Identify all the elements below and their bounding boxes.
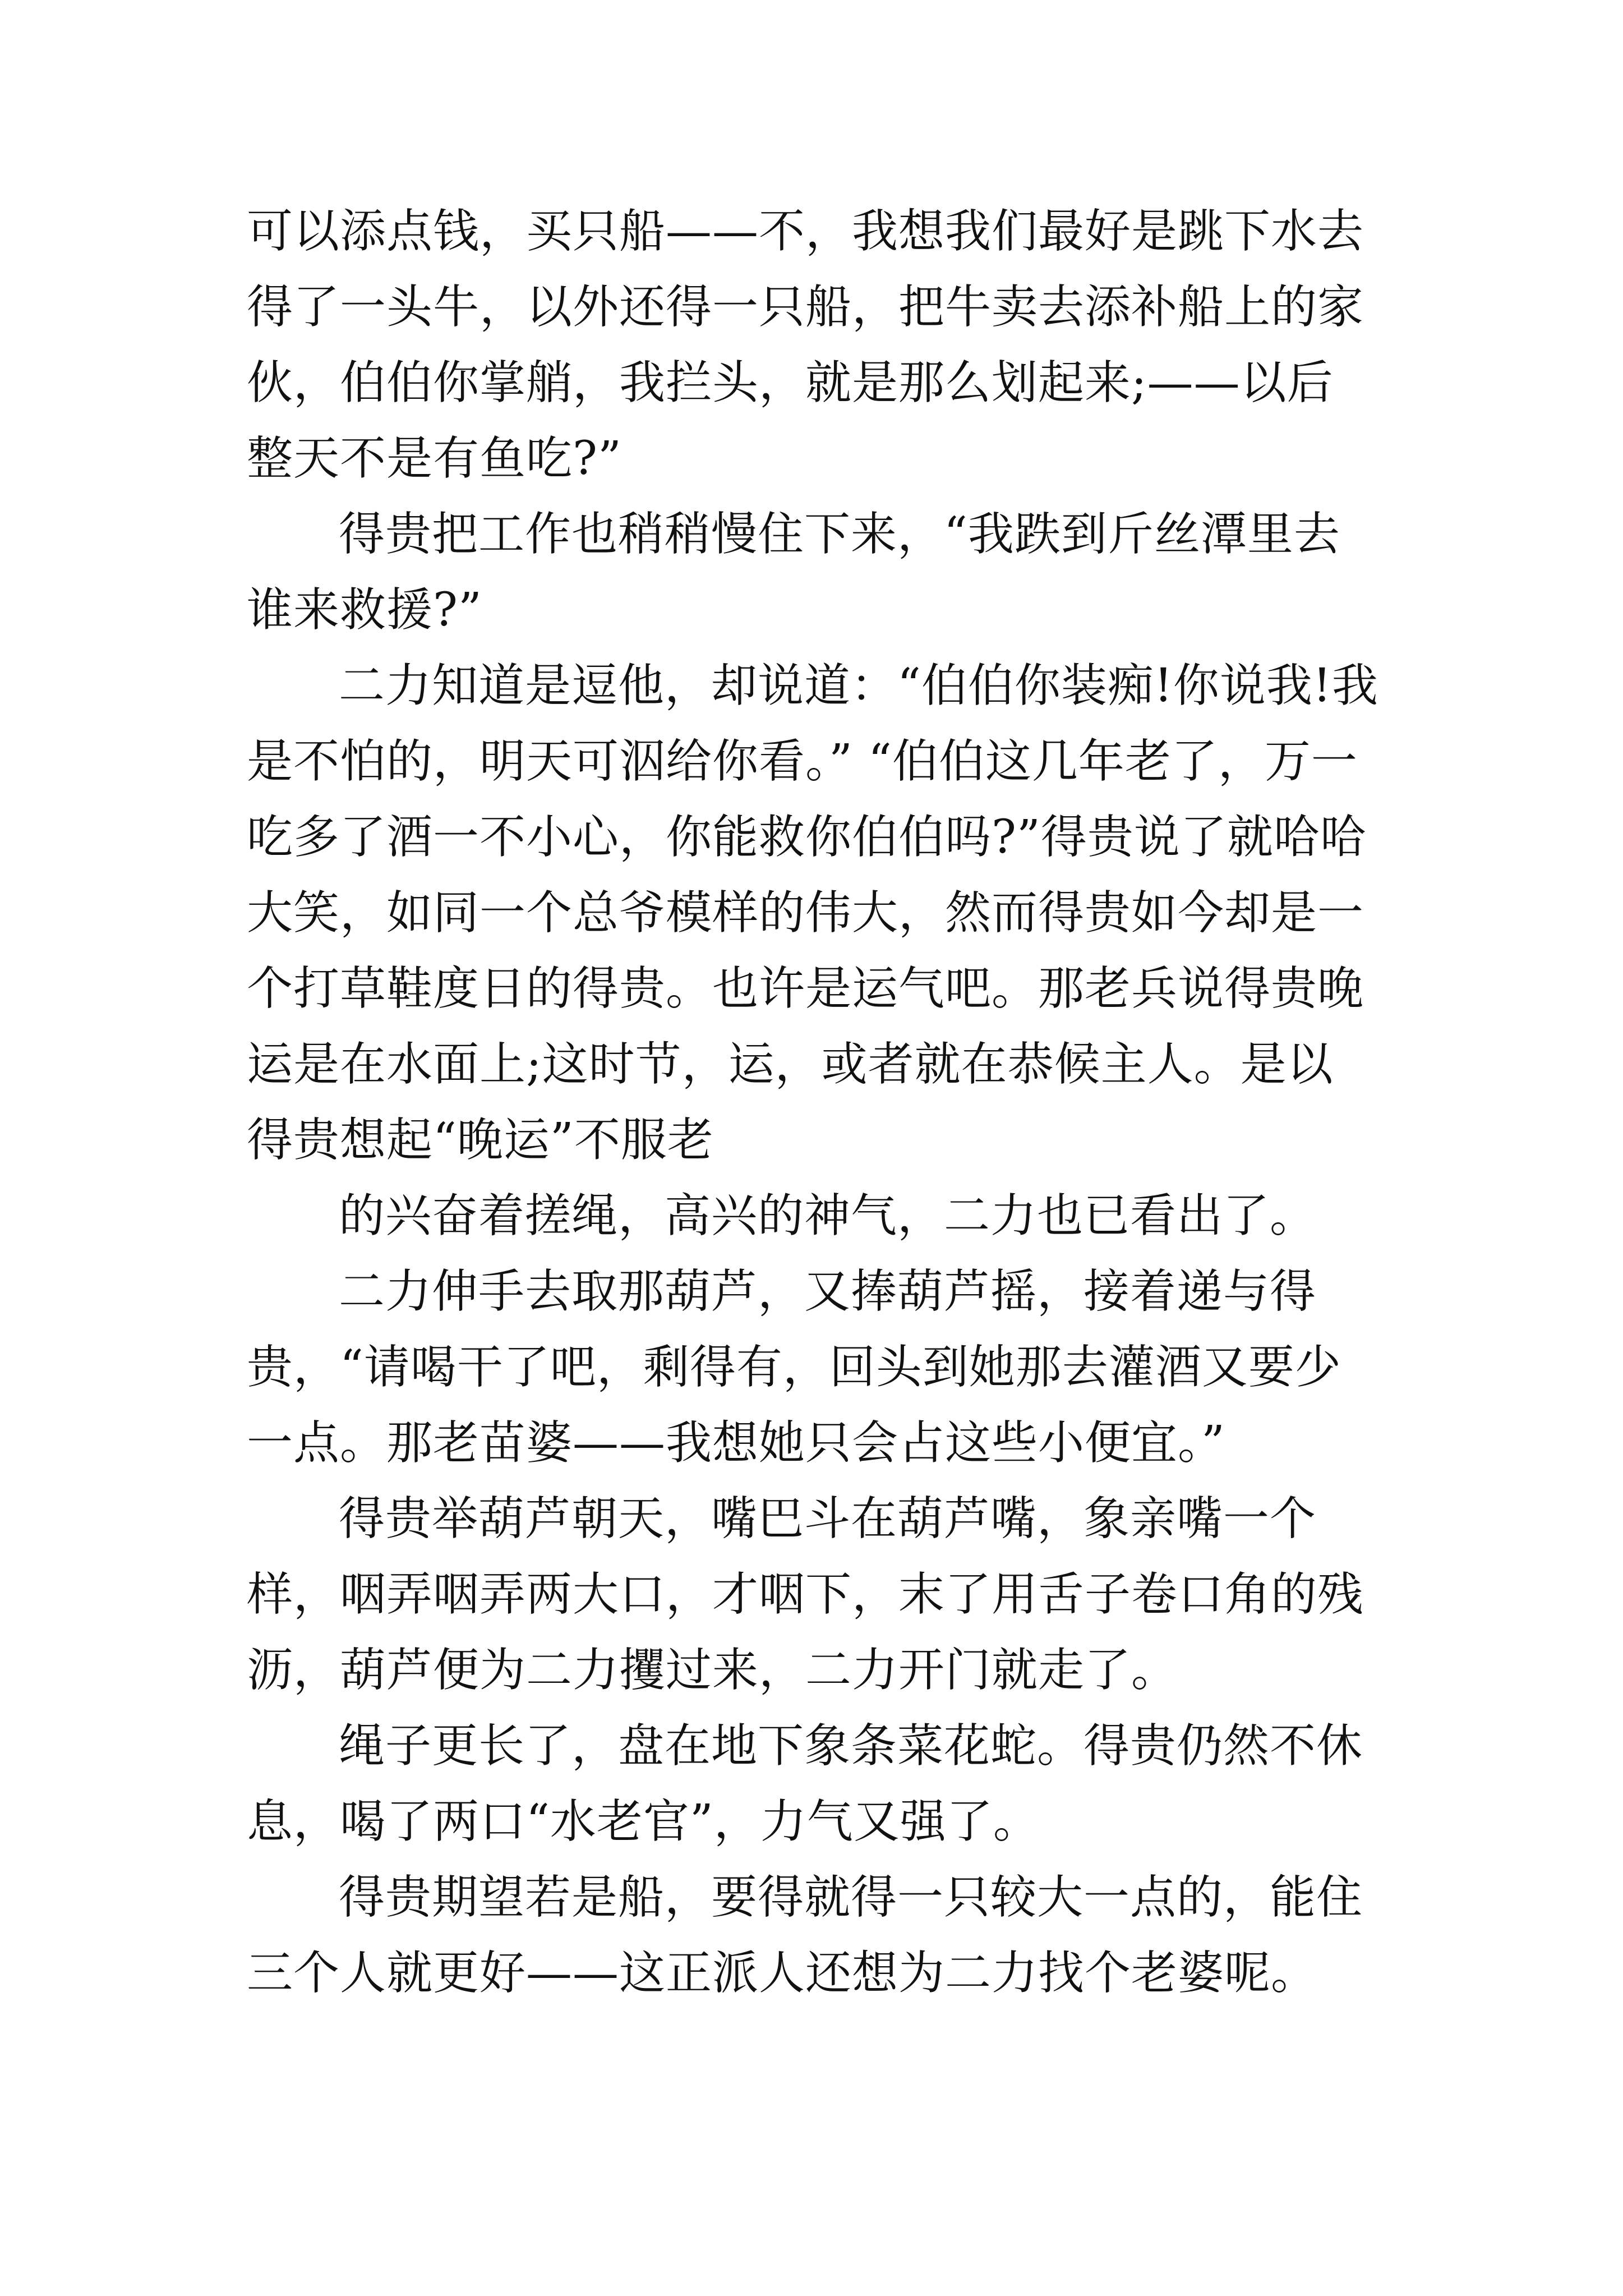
paragraph-2: 得贵把工作也稍稍慢住下来，“我跌到斤丝潭里去谁来救援?” bbox=[247, 508, 1340, 637]
body-text bbox=[247, 194, 1380, 2011]
paragraph-1: 可以添点钱，买只船——不，我想我们最好是跳下水去得了一头牛，以外还得一只船，把牛卖去添补船上的家伙，伯伯你掌艄，我拦头，就是那么划起来;——以后整天不是有鱼吃?” bbox=[247, 205, 1364, 485]
paragraph-5: 二力伸手去取那葫芦，又捧葫芦摇，接着递与得贵，“请喝干了吧，剩得有，回头到她那去灌酒又要少一点。那老苗婆——我想她只会占这些小便宜。” bbox=[247, 1265, 1341, 1470]
paragraph-4: 的兴奋着搓绳，高兴的神气，二力也已看出了。 bbox=[339, 1189, 1317, 1243]
paragraph-7: 绳子更长了，盘在地下象条菜花蛇。得贵仍然不休息，喝了两口“水老官”，力气又强了。 bbox=[247, 1719, 1363, 1848]
paragraph-3: 二力知道是逗他，却说道：“伯伯你装痴!你说我!我是不怕的，明天可泅给你看。” “伯伯这几年老了，万一吃多了酒一不小心，你能救你伯伯吗?”得贵说了就哈哈大笑，如同一个总爷模样的伟大，然而得贵如今却是一个打草鞋度日的得贵。也许是运气吧。那老兵说得贵晚运是在水面上;这时节，运，或者就在恭候主人。是以得贵想起“晚运”不服老 bbox=[247, 659, 1378, 1167]
paragraph-6: 得贵举葫芦朝天，嘴巴斗在葫芦嘴，象亲嘴一个样，咽弄咽弄两大口，才咽下，末了用舌子卷口角的残沥，葫芦便为二力攫过来，二力开门就走了。 bbox=[247, 1492, 1364, 1697]
paragraph-8: 得贵期望若是船，要得就得一只较大一点的，能住三个人就更好——这正派人还想为二力找个老婆呢。 bbox=[247, 1871, 1363, 2000]
